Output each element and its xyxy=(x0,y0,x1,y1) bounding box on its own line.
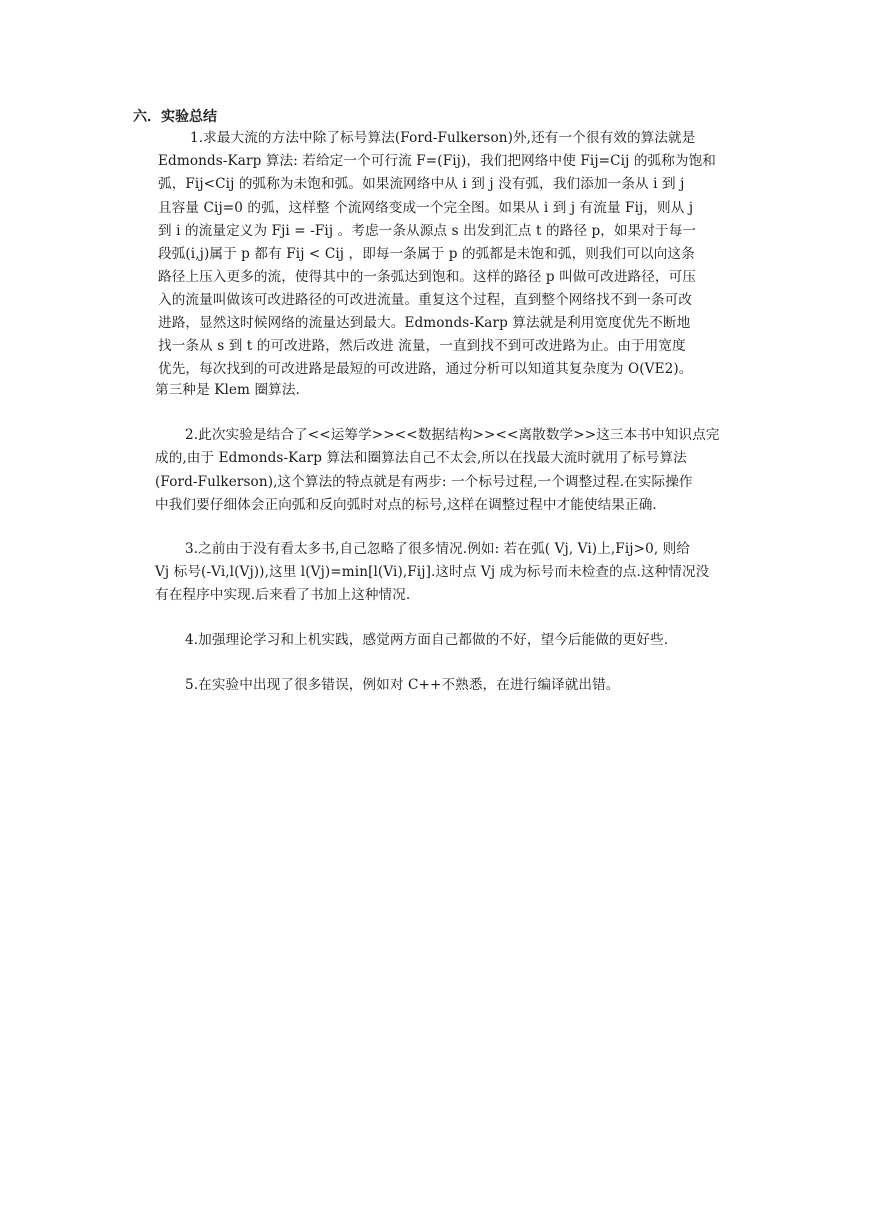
paragraph-1-line: 弧，Fij<Cij 的弧称为未饱和弧。如果流网络中从 i 到 j 没有弧，我们添加一条从 i 到 j xyxy=(158,176,685,192)
paragraph-2-line: 成的,由于 Edmonds-Karp 算法和圈算法自己不太会,所以在找最大流时就用了标号算法 xyxy=(155,450,687,466)
paragraph-3-line: 3.之前由于没有看太多书,自己忽略了很多情况.例如: 若在弧( Vj, Vi)上,Fij>0, 则给 xyxy=(185,541,691,557)
paragraph-1-line: 入的流量叫做该可改进路径的可改进流量。重复这个过程，直到整个网络找不到一条可改 xyxy=(158,292,693,308)
paragraph-3-line: 有在程序中实现.后来看了书加上这种情况. xyxy=(155,587,411,603)
paragraph-2-line: 2.此次实验是结合了<<运筹学>><<数据结构>><<离散数学>>这三本书中知识点完 xyxy=(185,427,720,443)
paragraph-1-line: 进路，显然这时候网络的流量达到最大。Edmonds-Karp 算法就是利用宽度优先不断地 xyxy=(158,315,691,331)
paragraph-2-line: 中我们要仔细体会正向弧和反向弧时对点的标号,这样在调整过程中才能使结果正确. xyxy=(155,497,657,513)
section-title: 六．实验总结 xyxy=(133,109,217,125)
paragraph-1-line: 路径上压入更多的流，使得其中的一条弧达到饱和。这样的路径 p 叫做可改进路径，可压 xyxy=(158,269,697,285)
paragraph-1-line: 第三种是 Klem 圈算法. xyxy=(155,382,300,398)
paragraph-4: 4.加强理论学习和上机实践，感觉两方面自己都做的不好，望今后能做的更好些. xyxy=(185,632,669,648)
paragraph-1-line: 优先，每次找到的可改进路是最短的可改进路，通过分析可以知道其复杂度为 O(VE2)。 xyxy=(158,361,693,377)
paragraph-1-line: 找一条从 s 到 t 的可改进路，然后改进 流量，一直到找不到可改进路为止。由于用宽度 xyxy=(158,338,686,354)
paragraph-1-line: 且容量 Cij=0 的弧，这样整 个流网络变成一个完全图。如果从 i 到 j 有流量 Fij，则从 j xyxy=(158,200,694,216)
paragraph-1-line: 到 i 的流量定义为 Fji = -Fij 。考虑一条从源点 s 出发到汇点 t 的路径 p，如果对于每一 xyxy=(158,223,697,239)
paragraph-1-line: 段弧(i,j)属于 p 都有 Fij < Cij ，即每一条属于 p 的弧都是未饱和弧，则我们可以向这条 xyxy=(158,246,695,262)
paragraph-1-line: 1.求最大流的方法中除了标号算法(Ford-Fulkerson)外,还有一个很有效的算法就是 xyxy=(190,130,696,146)
paragraph-1-line: Edmonds-Karp 算法: 若给定一个可行流 F=(Fij)，我们把网络中使 Fij=Cij 的弧称为饱和 xyxy=(158,153,716,169)
paragraph-3-line: Vj 标号(-Vi,l(Vj)),这里 l(Vj)=min[l(Vi),Fij].这时点 Vj 成为标号而未检查的点.这种情况没 xyxy=(155,564,710,580)
paragraph-2-line: (Ford-Fulkerson),这个算法的特点就是有两步: 一个标号过程,一个调整过程.在实际操作 xyxy=(155,474,693,490)
paragraph-5: 5.在实验中出现了很多错误，例如对 C++不熟悉，在进行编译就出错。 xyxy=(185,677,620,693)
